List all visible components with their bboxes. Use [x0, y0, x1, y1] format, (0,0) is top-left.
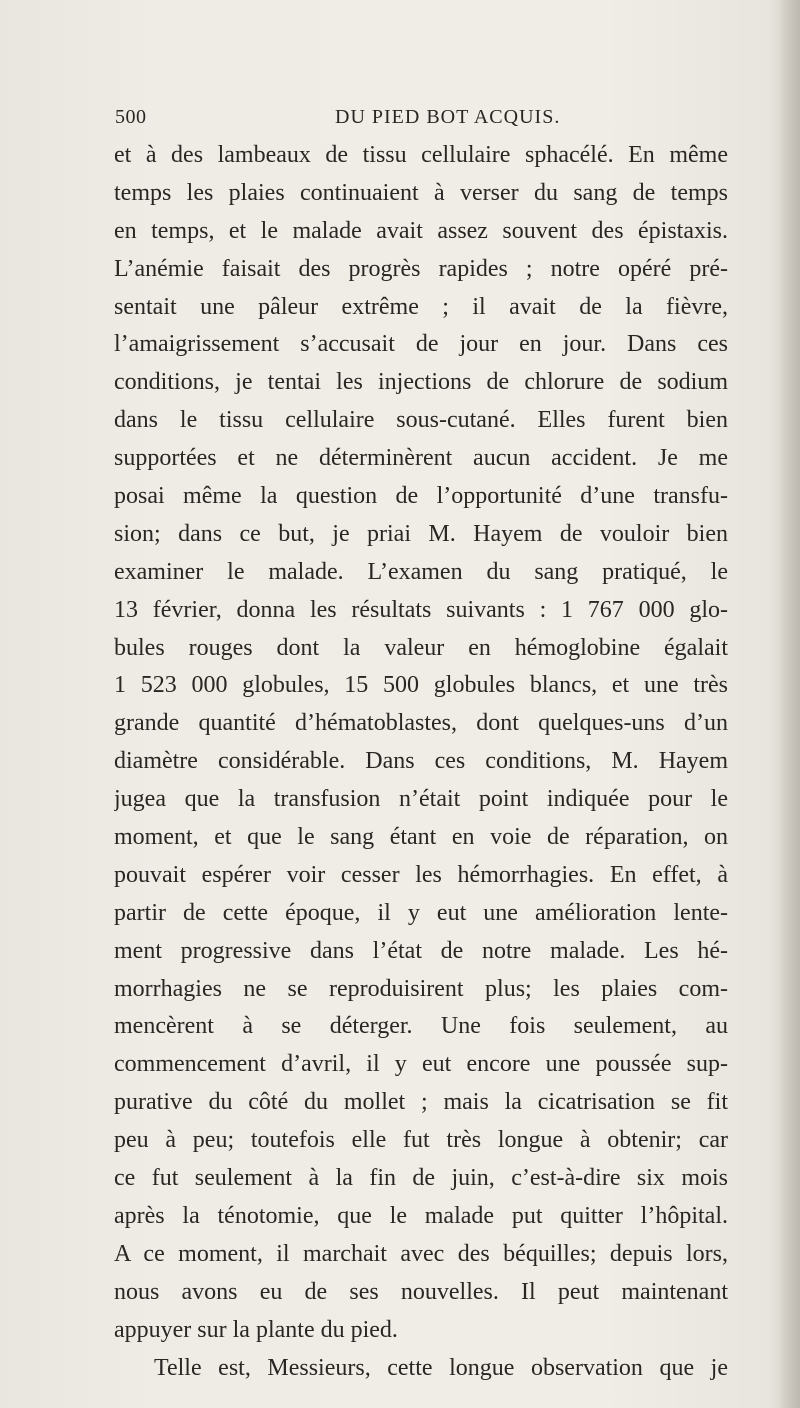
running-title: DU PIED BOT ACQUIS. — [335, 106, 561, 128]
text-line: 13 février, donna les résultats suivants : 1 767 000 glo- — [114, 596, 728, 623]
text-line: purative du côté du mollet ; mais la cicatrisation se fit — [114, 1089, 728, 1116]
text-line: grande quantité d’hématoblastes, dont quelques-uns d’un — [114, 710, 728, 737]
text-line: temps les plaies continuaient à verser du sang de temps — [114, 179, 728, 206]
text-line: supportées et ne déterminèrent aucun accident. Je me — [114, 445, 728, 472]
paragraph-start-line: Telle est, Messieurs, cette longue observation que je — [154, 1354, 728, 1381]
text-line: ce fut seulement à la fin de juin, c’est-à-dire six mois — [114, 1165, 728, 1192]
text-line: posai même la question de l’opportunité d’une transfu- — [114, 483, 728, 510]
paragraph-end-line: appuyer sur la plante du pied. — [114, 1316, 398, 1343]
text-line: nous avons eu de ses nouvelles. Il peut maintenant — [114, 1278, 728, 1305]
text-line: diamètre considérable. Dans ces conditions, M. Hayem — [114, 748, 728, 775]
page-edge-shadow — [778, 0, 800, 1408]
text-line: dans le tissu cellulaire sous-cutané. Elles furent bien — [114, 407, 728, 434]
text-line: et à des lambeaux de tissu cellulaire sphacélé. En même — [114, 142, 728, 168]
text-line: ment progressive dans l’état de notre malade. Les hé- — [114, 937, 728, 964]
text-line: jugea que la transfusion n’était point indiquée pour le — [114, 786, 728, 813]
running-head — [115, 106, 727, 136]
text-line: bules rouges dont la valeur en hémoglobine égalait — [114, 634, 728, 661]
text-line: sentait une pâleur extrême ; il avait de la fièvre, — [114, 293, 728, 320]
text-line: après la ténotomie, que le malade put quitter l’hôpital. — [114, 1202, 728, 1229]
text-line: A ce moment, il marchait avec des béquilles; depuis lors, — [114, 1240, 728, 1267]
text-line: partir de cette époque, il y eut une amélioration lente- — [114, 899, 728, 926]
text-line: conditions, je tentai les injections de chlorure de sodium — [114, 369, 728, 396]
text-line: l’amaigrissement s’accusait de jour en jour. Dans ces — [114, 331, 728, 358]
text-line: pouvait espérer voir cesser les hémorrhagies. En effet, à — [114, 861, 728, 888]
text-line: 1 523 000 globules, 15 500 globules blancs, et une très — [114, 672, 728, 699]
page-number: 500 — [115, 106, 147, 128]
text-line: mencèrent à se déterger. Une fois seulement, au — [114, 1013, 728, 1040]
text-line: sion; dans ce but, je priai M. Hayem de vouloir bien — [114, 520, 728, 547]
text-line: L’anémie faisait des progrès rapides ; notre opéré pré- — [114, 255, 728, 282]
text-line: commencement d’avril, il y eut encore une poussée sup- — [114, 1051, 728, 1078]
text-line: examiner le malade. L’examen du sang pratiqué, le — [114, 558, 728, 585]
text-line: moment, et que le sang étant en voie de réparation, on — [114, 824, 728, 851]
text-line: en temps, et le malade avait assez souvent des épistaxis. — [114, 217, 728, 244]
text-line: peu à peu; toutefois elle fut très longue à obtenir; car — [114, 1127, 728, 1154]
body-text — [114, 137, 728, 1387]
text-line: morrhagies ne se reproduisirent plus; les plaies com- — [114, 975, 728, 1002]
